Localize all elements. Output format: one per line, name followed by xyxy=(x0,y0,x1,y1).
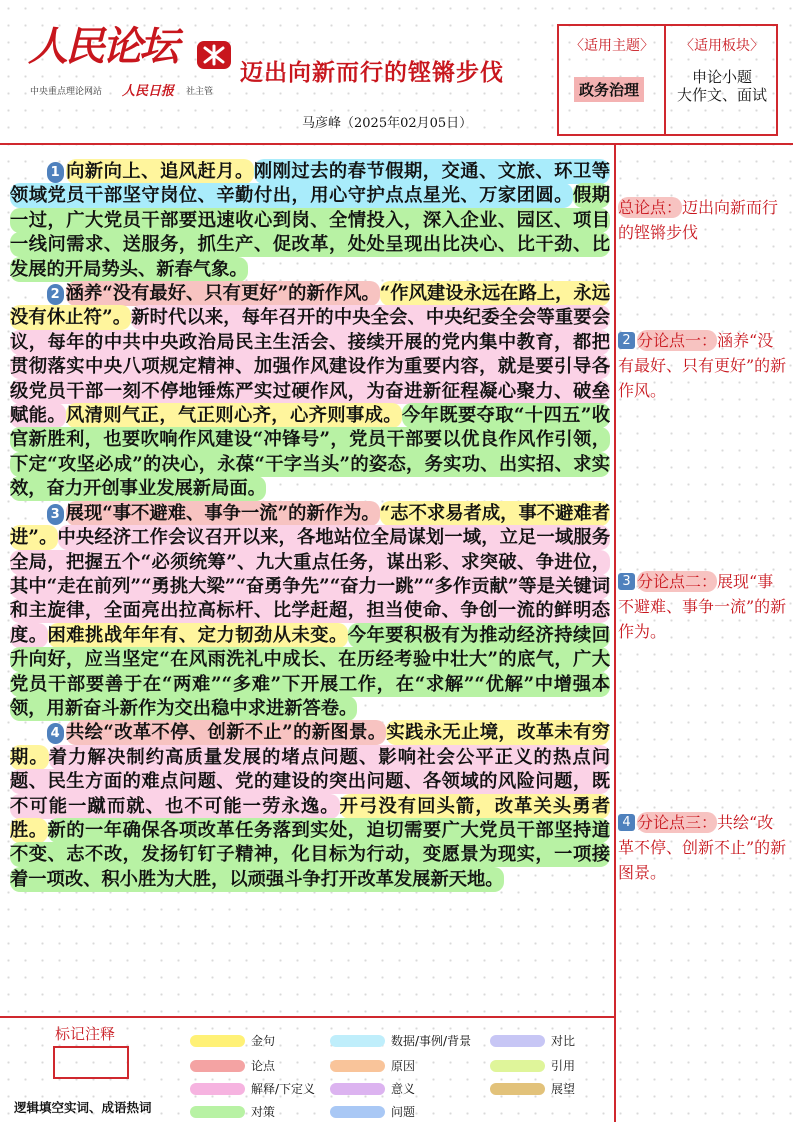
legend-swatch xyxy=(330,1083,385,1095)
highlight-gold: 风清则气正，气正则心齐，心齐则事成。 xyxy=(66,405,402,427)
note-point-text: 共绘“改革不停、创新不止”的新图景。 xyxy=(618,813,787,882)
legend-title: 标记注释 xyxy=(55,1025,116,1043)
note-point-label: 分论点一： xyxy=(637,331,718,350)
note-point-text: 涵养“没有最好、只有更好”的新作风。 xyxy=(618,331,787,400)
note-point-label: 分论点三： xyxy=(637,813,718,832)
section-value-line1: 申论小题 xyxy=(691,68,752,86)
section-label: 〈适用板块〉 xyxy=(680,38,764,54)
note-point-3 xyxy=(618,810,788,885)
article-title: 迈出向新而行的铿锵步伐 xyxy=(240,59,504,86)
note-number-badge: 2 xyxy=(618,332,635,349)
highlight-measure: 今年要积极有为推动经济持续回升向好，应当坚定“在风雨洗礼中成长、在历经考验中壮大”的底气，广大党员干部要善于在“两难”“多难”下开展工作，在“求解”“优解”中增强本领，用新奋斗新作为交出稳中求进新答卷。 xyxy=(10,624,611,719)
highlight-measure: 今年既要夺取“十四五”收官新胜利，也要吹响作风建设“冲锋号”，党员干部要以优良作风作引领，下定“攻坚必成”的决心，永葆“干字当头”的姿态，务实功、出实招、求实效，奋力开创事业发展新局面。 xyxy=(10,405,611,500)
note-total-text: 迈出向新而行的铿锵步伐 xyxy=(618,198,779,242)
legend-item xyxy=(490,1057,575,1074)
net-logo-icon xyxy=(196,40,232,70)
legend-item xyxy=(190,1080,315,1097)
paragraph-number-badge: 3 xyxy=(47,504,64,525)
highlight-explain: 着力解决制约高质量发展的堵点问题、影响社会公平正义的热点问题、民生方面的难点问题、党的建设的突出问题、各领域的风险问题，既不可能一蹴而就、也不可能一劳永逸。 xyxy=(10,746,610,817)
legend-swatch xyxy=(490,1060,545,1072)
paragraph-number-badge: 4 xyxy=(47,723,64,744)
highlight-measure: 假期一过，广大党员干部要迅速收心到岗、全情投入，深入企业、园区、项目一线问需求、送服务，抓生产、促改革，处处呈现出比决心、比干劲、比发展的开局势头、新春气象。 xyxy=(10,185,610,280)
vocab-marker-sample xyxy=(53,1046,129,1079)
site-logo: 人民论坛 xyxy=(28,23,176,70)
publisher-suffix: 社主管 xyxy=(186,87,214,97)
margin-divider xyxy=(614,143,616,1122)
legend-label: 问题 xyxy=(391,1105,416,1119)
topic-value: 政务治理 xyxy=(574,77,644,102)
legend-item xyxy=(490,1080,575,1097)
note-number-badge: 4 xyxy=(618,814,635,831)
highlight-explain: 新时代以来，每年召开的中央全会、中央纪委全会等重要会议，每年的中共中央政治局民主生活会、接续开展的党内集中教育，都把贯彻落实中央八项规定精神、加强作风建设作为重要内容，就是要引导各级党员干部一刻不停地锤炼严实过硬作风，为奋进新征程凝心聚力、破垒赋能。 xyxy=(10,307,611,427)
highlight-explain: 中央经济工作会议召开以来，各地站位全局谋划一域，立足一域服务全局，把握五个“必须统筹”、九大重点任务，谋出彩、求突破、争进位，其中“走在前列”“勇挑大梁”“奋勇争先”“奋力一跳”“多作贡献”等是关键词和主旋律，全面亮出拉高标杆、比学赶超，担当使命、争创一流的鲜明态度。 xyxy=(10,527,611,646)
article-byline: 马彦峰（2025年02月05日） xyxy=(302,116,473,131)
highlight-gold: “志不求易者成，事不避难者进”。 xyxy=(10,502,611,549)
legend-label: 数据/事例/背景 xyxy=(391,1034,472,1048)
legend-label: 引用 xyxy=(551,1059,576,1073)
publisher-brand: 人民日报 xyxy=(122,84,175,99)
legend-label: 对策 xyxy=(251,1105,276,1119)
legend-swatch xyxy=(190,1083,245,1095)
paragraph-4 xyxy=(10,721,610,892)
highlight-argument: 涵养“没有最好、只有更好”的新作风。 xyxy=(65,283,380,305)
legend-label: 论点 xyxy=(251,1059,276,1073)
article-body xyxy=(10,160,610,892)
section-value-line2: 大作文、面试 xyxy=(676,86,767,104)
legend-label: 展望 xyxy=(551,1082,576,1096)
highlight-data: 刚刚过去的春节假期，交通、文旅、环卫等领域党员干部坚守岗位、辛勤付出，用心守护点点星光、万家团圆。 xyxy=(10,161,611,207)
paragraph-2 xyxy=(10,282,610,502)
note-point-text: 展现“事不避难、事争一流”的新作为。 xyxy=(618,572,787,641)
section-value xyxy=(666,68,778,104)
note-total xyxy=(618,195,788,245)
legend-swatch xyxy=(490,1035,545,1047)
legend-label: 原因 xyxy=(391,1059,416,1073)
note-point-1 xyxy=(618,328,788,403)
legend-swatch xyxy=(330,1035,385,1047)
legend-swatch xyxy=(190,1035,245,1047)
highlight-measure: 新的一年确保各项改革任务落到实处，迫切需要广大党员干部坚持道不变、志不改，发扬钉钉子精神，化目标为行动，变愿景为现实，一项接着一项改、积小胜为大胜，以顽强斗争打开改革发展新天地。 xyxy=(10,819,611,890)
topic-label: 〈适用主题〉 xyxy=(570,38,654,54)
paragraph-number-badge: 1 xyxy=(47,162,64,183)
note-total-label: 总论点： xyxy=(618,198,683,217)
highlight-argument: 共绘“改革不停、创新不止”的新图景。 xyxy=(65,722,387,744)
paragraph-1 xyxy=(10,160,610,282)
highlight-gold: “作风建设永远在路上，永远没有休止符”。 xyxy=(10,283,611,329)
legend-item xyxy=(330,1080,415,1097)
legend-swatch xyxy=(490,1083,545,1095)
note-number-badge: 3 xyxy=(618,573,635,590)
highlight-gold: 困难挑战年年有、定力韧劲从未变。 xyxy=(47,624,348,646)
logo-subtitle: 中央重点理论网站 xyxy=(30,87,103,97)
note-point-2 xyxy=(618,569,788,644)
note-point-label: 分论点二： xyxy=(637,572,718,591)
highlight-argument: 展现“事不避难、事争一流”的新作为。 xyxy=(65,502,380,524)
legend-item xyxy=(330,1057,415,1074)
paragraph-number-badge: 2 xyxy=(47,284,64,305)
legend-label: 解释/下定义 xyxy=(251,1082,316,1096)
highlight-gold: 开弓没有回头箭，改革关头勇者胜。 xyxy=(10,795,610,841)
legend-label: 对比 xyxy=(551,1034,576,1048)
legend-label: 意义 xyxy=(391,1082,416,1096)
paragraph-3 xyxy=(10,502,610,722)
legend-label: 金句 xyxy=(251,1034,276,1048)
legend-swatch xyxy=(330,1060,385,1072)
legend-item xyxy=(330,1103,415,1120)
highlight-gold: 实践永无止境，改革未有穷期。 xyxy=(10,722,611,768)
legend-footer: 逻辑填空实词、成语热词 xyxy=(14,1100,152,1115)
legend-item xyxy=(330,1032,471,1049)
highlight-gold: 向新向上、追风赶月。 xyxy=(65,161,254,182)
header-divider xyxy=(0,143,793,145)
legend-item xyxy=(190,1057,275,1074)
legend-swatch xyxy=(190,1106,245,1118)
legend-swatch xyxy=(330,1106,385,1118)
legend-item xyxy=(490,1032,575,1049)
legend-item xyxy=(190,1032,275,1049)
legend-divider xyxy=(0,1016,614,1018)
legend-swatch xyxy=(190,1060,245,1072)
legend-item xyxy=(190,1103,275,1120)
